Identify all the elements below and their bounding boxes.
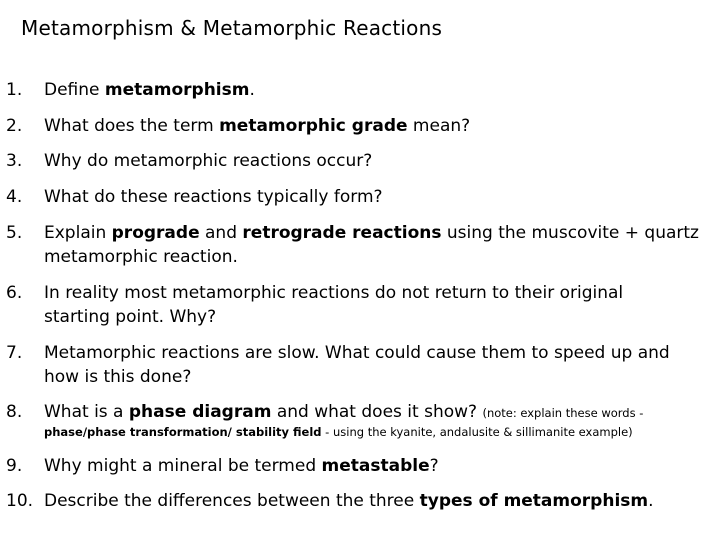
question-text-line2: how is this done? xyxy=(44,367,192,387)
question-text: Explain prograde and retrograde reactions using the muscovite + quartz xyxy=(44,223,699,243)
question-number: 4. xyxy=(6,187,23,207)
question-number: 1. xyxy=(6,80,23,100)
question-text: Why might a mineral be termed metastable? xyxy=(44,456,439,476)
question-text: In reality most metamorphic reactions do not return to their original xyxy=(44,283,624,303)
question-number: 3. xyxy=(6,151,23,171)
question-number: 9. xyxy=(6,456,23,476)
question-note-line2: phase/phase transformation/ stability field - using the kyanite, andalusite & sillimanite example) xyxy=(44,425,633,439)
question-number: 10. xyxy=(6,491,34,511)
question-number: 5. xyxy=(6,223,23,243)
question-text: Define metamorphism. xyxy=(44,80,255,100)
question-text: Why do metamorphic reactions occur? xyxy=(44,151,373,171)
page-title: Metamorphism & Metamorphic Reactions xyxy=(21,16,443,40)
question-text: What does the term metamorphic grade mean? xyxy=(44,116,471,136)
question-text-line2: metamorphic reaction. xyxy=(44,247,238,267)
question-text: Metamorphic reactions are slow. What could cause them to speed up and xyxy=(44,343,670,363)
question-text: Describe the differences between the three types of metamorphism. xyxy=(44,491,654,511)
question-number: 6. xyxy=(6,283,23,303)
question-note: (note: explain these words - xyxy=(482,406,644,420)
question-number: 2. xyxy=(6,116,23,136)
question-text: What do these reactions typically form? xyxy=(44,187,383,207)
question-text-line2: starting point. Why? xyxy=(44,307,217,327)
question-number: 8. xyxy=(6,402,23,422)
question-number: 7. xyxy=(6,343,23,363)
question-text: What is a phase diagram and what does it show? (note: explain these words - xyxy=(44,402,644,422)
